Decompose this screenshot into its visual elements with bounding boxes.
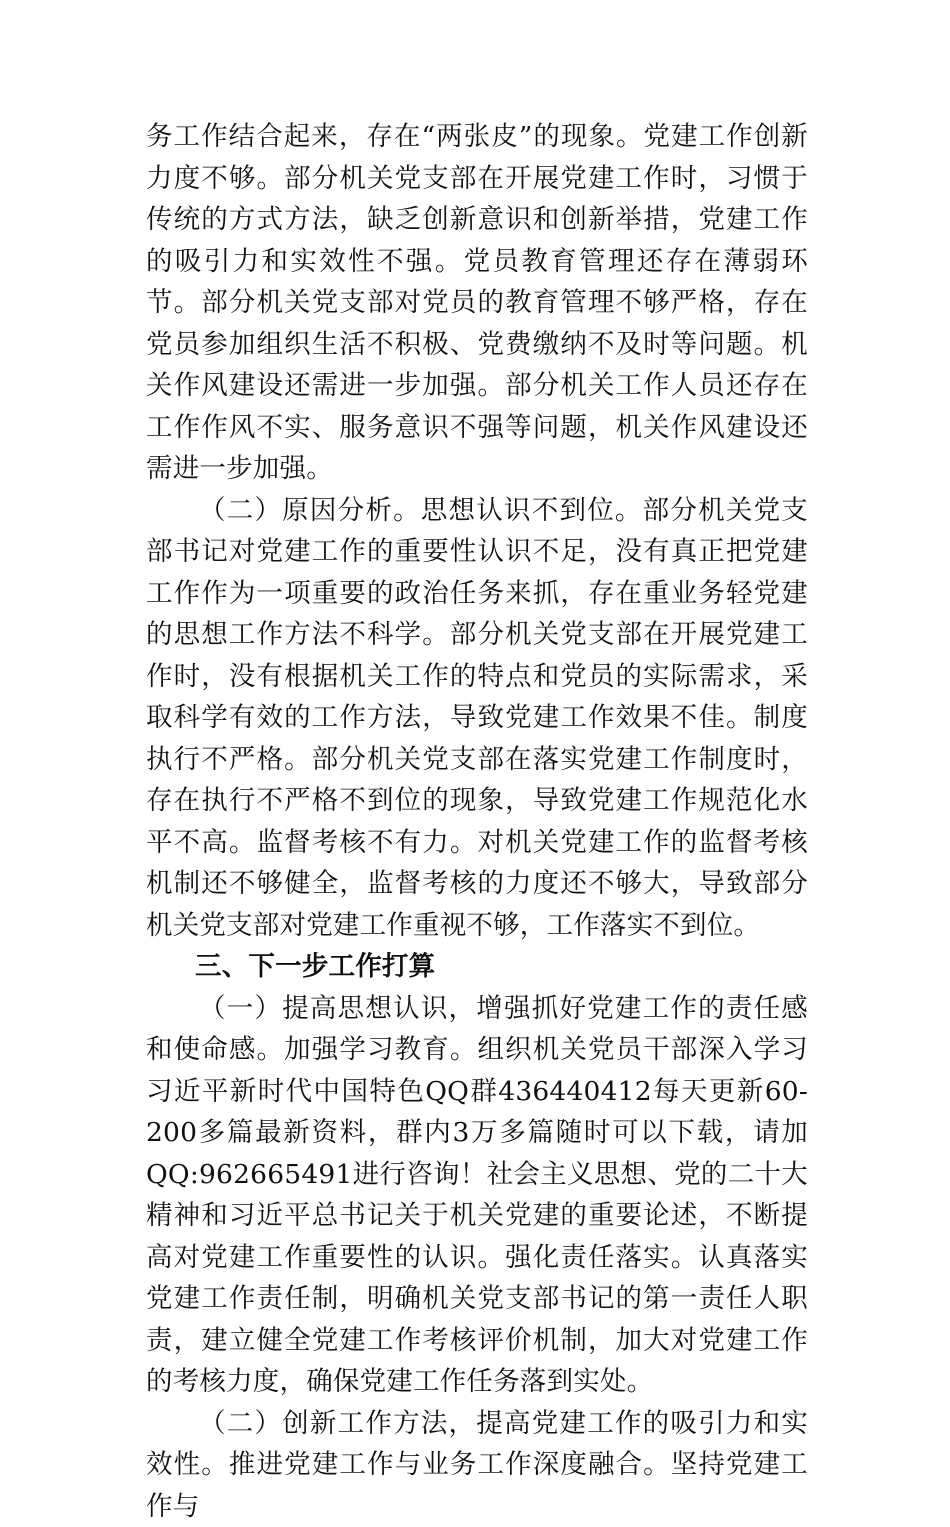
document-body bbox=[146, 116, 808, 1527]
body-paragraph-continued: 务工作结合起来，存在“两张皮”的现象。党建工作创新力度不够。部分机关党支部在开展党建工作时，习惯于传统的方式方法，缺乏创新意识和创新举措，党建工作的吸引力和实效性不强。党员教育管理还存在薄弱环节。部分机关党支部对党员的教育管理不够严格，存在党员参加组织生活不积极、党费缴纳不及时等问题。机关作风建设还需进一步加强。部分机关工作人员还存在工作作风不实、服务意识不强等问题，机关作风建设还需进一步加强。 bbox=[146, 116, 808, 490]
body-paragraph-raise-awareness: （一）提高思想认识，增强抓好党建工作的责任感和使命感。加强学习教育。组织机关党员干部深入学习习近平新时代中国特色QQ群436440412每天更新60-200多篇最新资料，群内3万多篇随时可以下载，请加QQ:962665491进行咨询！社会主义思想、党的二十大精神和习近平总书记关于机关党建的重要论述，不断提高对党建工作重要性的认识。强化责任落实。认真落实党建工作责任制，明确机关党支部书记的第一责任人职责，建立健全党建工作考核评价机制，加大对党建工作的考核力度，确保党建工作任务落到实处。 bbox=[146, 988, 808, 1403]
body-paragraph-cause-analysis: （二）原因分析。思想认识不到位。部分机关党支部书记对党建工作的重要性认识不足，没有真正把党建工作作为一项重要的政治任务来抓，存在重业务轻党建的思想工作方法不科学。部分机关党支部在开展党建工作时，没有根据机关工作的特点和党员的实际需求，采取科学有效的工作方法，导致党建工作效果不佳。制度执行不严格。部分机关党支部在落实党建工作制度时，存在执行不严格不到位的现象，导致党建工作规范化水平不高。监督考核不有力。对机关党建工作的监督考核机制还不够健全，监督考核的力度还不够大，导致部分机关党支部对党建工作重视不够，工作落实不到位。 bbox=[146, 490, 808, 947]
body-paragraph-innovate-methods: （二）创新工作方法，提高党建工作的吸引力和实效性。推进党建工作与业务工作深度融合。坚持党建工作与 bbox=[146, 1403, 808, 1527]
section-heading-next-steps: 三、下一步工作打算 bbox=[146, 946, 808, 988]
